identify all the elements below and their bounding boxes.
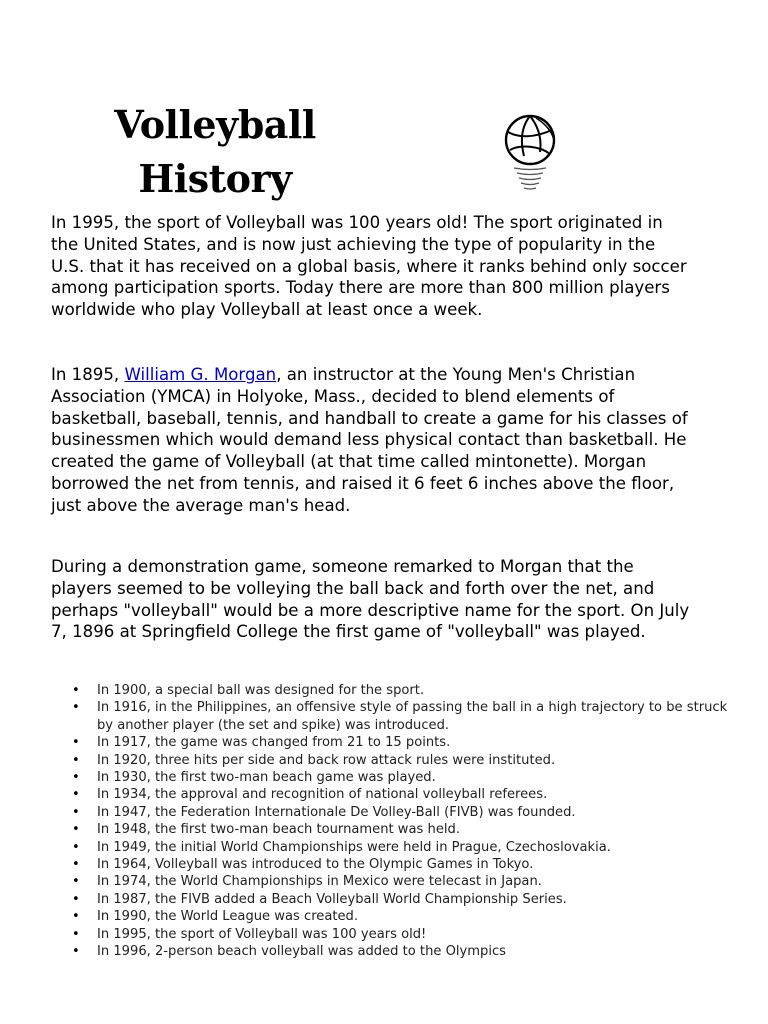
origin-prefix: In 1895,	[51, 365, 125, 384]
page-title	[110, 98, 320, 206]
list-item-text: In 1995, the sport of Volleyball was 100 years old!	[97, 926, 427, 942]
list-item	[51, 682, 741, 699]
list-item	[51, 804, 741, 821]
list-item	[51, 943, 741, 960]
bullet-icon: •	[72, 926, 80, 942]
bullet-icon: •	[72, 909, 80, 925]
intro-paragraph: In 1995, the sport of Volleyball was 100 years old! The sport originated in the United States, and is now just achieving the type of popularity in the U.S. that it has received on a global basis, where it ranks behind only soccer among participation sports. Today there are more than 800 million players worldwide who play Volleyball at least once a week.	[51, 213, 687, 320]
list-item	[51, 734, 741, 751]
list-item	[51, 908, 741, 925]
bullet-icon: •	[72, 770, 80, 786]
list-item	[51, 873, 741, 890]
list-item-text: In 1900, a special ball was designed for the sport.	[97, 683, 425, 698]
list-item	[51, 769, 741, 786]
bullet-icon: •	[72, 839, 80, 855]
list-item-text: In 1917, the game was changed from 21 to 15 points.	[97, 735, 451, 751]
naming-paragraph: During a demonstration game, someone remarked to Morgan that the players seemed to be volleying the ball back and forth over the net, and perhaps "volleyball" would be a more descriptive name for the sport. On July 7, 1896 at Springfield College the first game of "volleyball" was played.	[51, 557, 690, 642]
list-item	[51, 926, 741, 943]
william-morgan-link[interactable]: William G. Morgan	[124, 365, 277, 384]
bullet-icon: •	[72, 700, 80, 716]
list-item-text: In 1990, the World League was created.	[97, 909, 359, 925]
list-item	[51, 821, 741, 838]
bullet-icon: •	[72, 891, 80, 907]
list-item-text: In 1934, the approval and recognition of national volleyball referees.	[97, 787, 548, 803]
title-line-2: History	[138, 156, 292, 201]
bullet-icon: •	[72, 735, 80, 751]
origin-suffix: , an instructor at the Young Men's Christian Association (YMCA) in Holyoke, Mass., decided to blend elements of basketball, baseball, tennis, and handball to create a game for his classes of businessmen which would demand less physical contact than basketball. He created the game of Volleyball (at that time called mintonette). Morgan borrowed the net from tennis, and raised it 6 feet 6 inches above the floor, just above the average man's head.	[51, 365, 688, 515]
bullet-icon: •	[72, 944, 80, 960]
list-item	[51, 752, 741, 769]
list-item-text: In 1920, three hits per side and back row attack rules were instituted.	[97, 752, 556, 768]
bullet-icon: •	[72, 787, 80, 803]
list-item-text: In 1916, in the Philippines, an offensive style of passing the ball in a high trajectory to be struck by another player (the set and spike) was introduced.	[97, 700, 728, 733]
volleyball-icon	[500, 108, 564, 194]
bullet-icon: •	[72, 804, 80, 820]
title-line-1: Volleyball	[114, 102, 316, 147]
list-item-text: In 1964, Volleyball was introduced to the Olympic Games in Tokyo.	[97, 857, 534, 873]
origin-paragraph	[51, 364, 691, 517]
list-item-text: In 1996, 2-person beach volleyball was added to the Olympics	[97, 944, 507, 960]
list-item-text: In 1930, the first two-man beach game was played.	[97, 770, 436, 786]
list-item-text: In 1987, the FIVB added a Beach Volleyball World Championship Series.	[97, 891, 567, 907]
timeline-list	[51, 682, 741, 961]
bullet-icon: •	[72, 857, 80, 873]
list-item-text: In 1948, the first two-man beach tournament was held.	[97, 822, 460, 838]
bullet-icon: •	[72, 874, 80, 890]
list-item	[51, 699, 741, 734]
bullet-icon: •	[72, 822, 80, 838]
list-item	[51, 839, 741, 856]
list-item	[51, 856, 741, 873]
list-item	[51, 891, 741, 908]
list-item-text: In 1949, the initial World Championships were held in Prague, Czechoslovakia.	[97, 839, 611, 855]
bullet-icon: •	[72, 752, 80, 768]
list-item-text: In 1974, the World Championships in Mexico were telecast in Japan.	[97, 874, 542, 890]
bullet-icon: •	[72, 683, 80, 698]
list-item-text: In 1947, the Federation Internationale De Volley-Ball (FIVB) was founded.	[97, 804, 576, 820]
list-item	[51, 786, 741, 803]
